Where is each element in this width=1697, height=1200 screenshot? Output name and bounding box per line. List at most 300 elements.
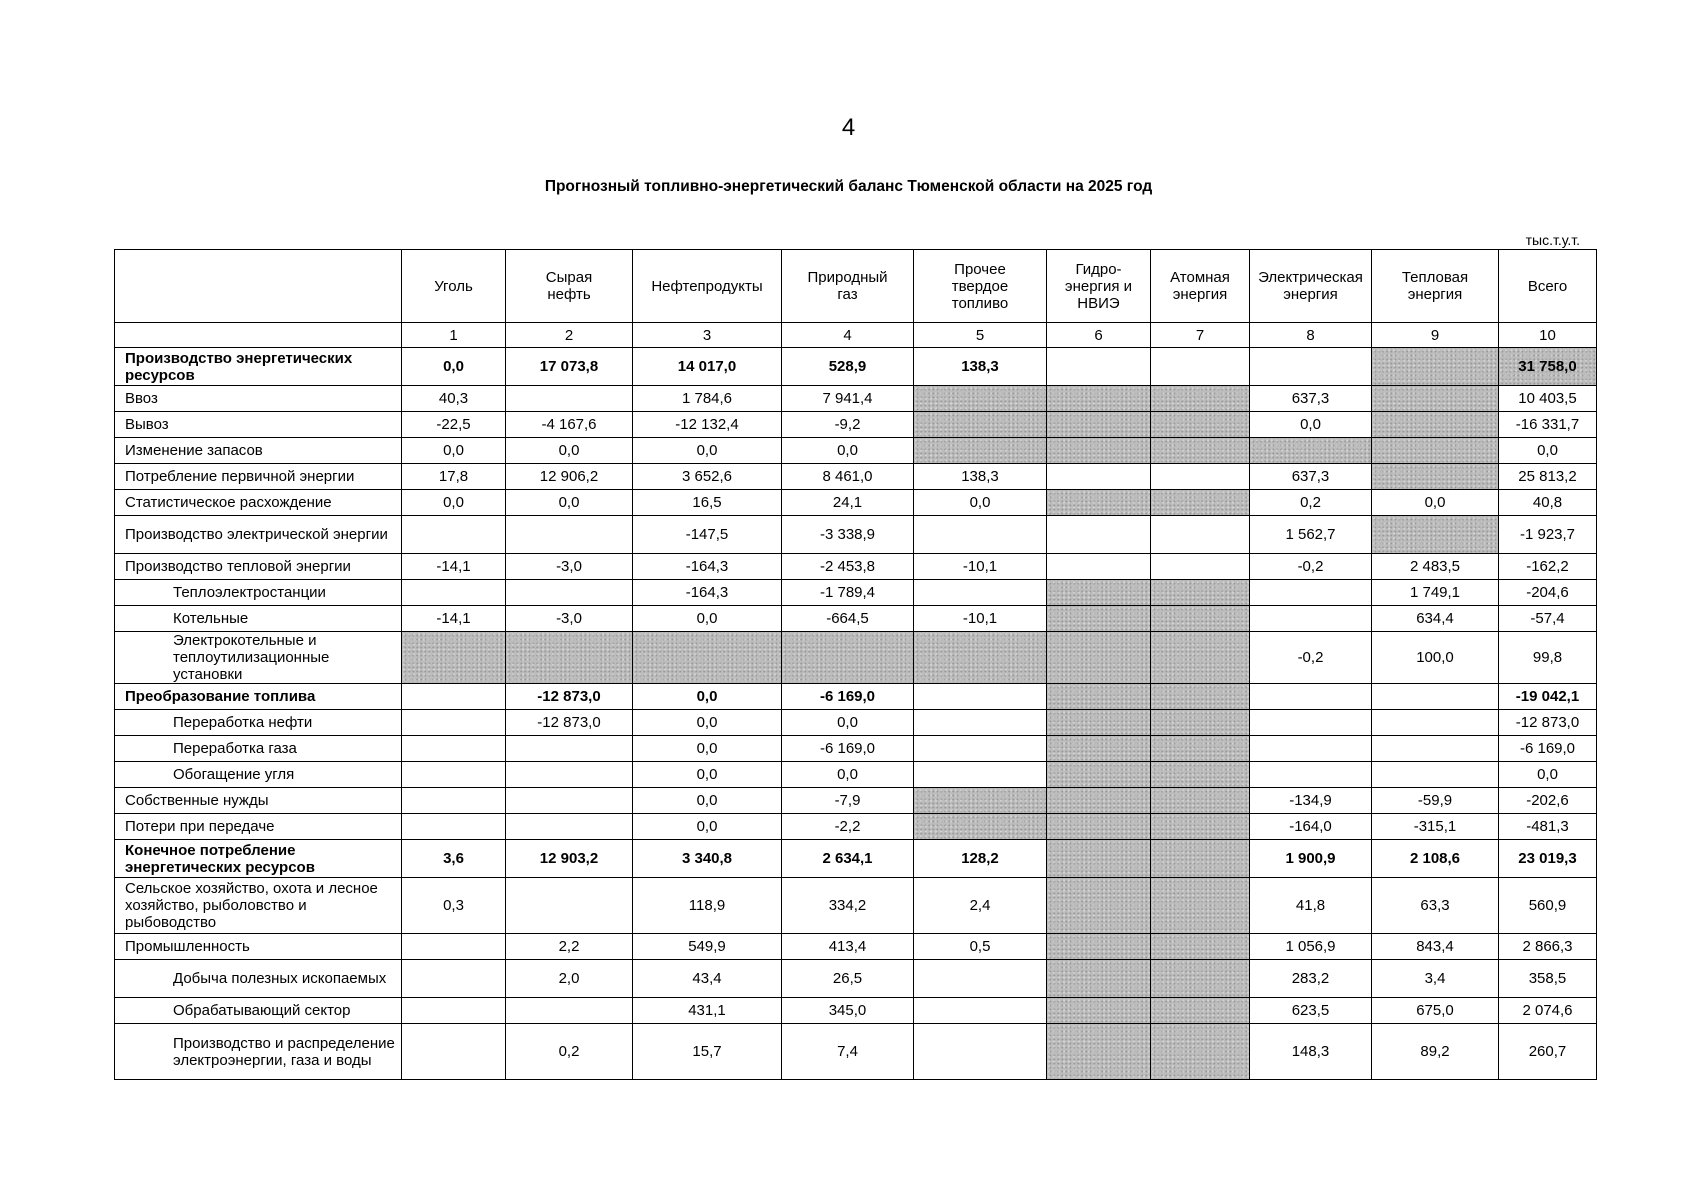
table-row: [115, 554, 1597, 580]
value-cell: [402, 762, 506, 788]
shaded-cell: [1151, 490, 1250, 516]
value-cell: 23 019,3: [1499, 840, 1597, 878]
value-cell: -664,5: [782, 606, 914, 632]
value-cell: 0,0: [633, 814, 782, 840]
value-cell: 358,5: [1499, 960, 1597, 998]
value-cell: 1 749,1: [1372, 580, 1499, 606]
shaded-cell: [1151, 788, 1250, 814]
shaded-cell: [1151, 1024, 1250, 1080]
value-cell: -134,9: [1250, 788, 1372, 814]
value-cell: 89,2: [1372, 1024, 1499, 1080]
value-cell: -4 167,6: [506, 412, 633, 438]
value-cell: 0,0: [633, 710, 782, 736]
value-cell: [402, 998, 506, 1024]
shaded-cell: [1372, 516, 1499, 554]
value-cell: 260,7: [1499, 1024, 1597, 1080]
value-cell: 2 866,3: [1499, 934, 1597, 960]
value-cell: [914, 998, 1047, 1024]
shaded-cell: [914, 788, 1047, 814]
value-cell: -6 169,0: [1499, 736, 1597, 762]
value-cell: 15,7: [633, 1024, 782, 1080]
value-cell: [914, 736, 1047, 762]
shaded-cell: [914, 814, 1047, 840]
value-cell: [1047, 348, 1151, 386]
shaded-cell: [1372, 438, 1499, 464]
value-cell: 431,1: [633, 998, 782, 1024]
column-number: 6: [1047, 323, 1151, 348]
value-cell: -3 338,9: [782, 516, 914, 554]
value-cell: 0,5: [914, 934, 1047, 960]
value-cell: -12 873,0: [506, 710, 633, 736]
header-cell: [914, 250, 1047, 323]
shaded-cell: [1047, 1024, 1151, 1080]
value-cell: 138,3: [914, 348, 1047, 386]
value-cell: [1151, 464, 1250, 490]
value-cell: -164,0: [1250, 814, 1372, 840]
value-cell: -162,2: [1499, 554, 1597, 580]
header-cell: [1372, 250, 1499, 323]
value-cell: [914, 762, 1047, 788]
value-cell: 41,8: [1250, 878, 1372, 934]
shaded-cell: [1047, 934, 1151, 960]
value-cell: [506, 736, 633, 762]
value-cell: 0,0: [633, 438, 782, 464]
value-cell: [402, 934, 506, 960]
value-cell: -1 789,4: [782, 580, 914, 606]
value-cell: 0,0: [633, 606, 782, 632]
value-cell: 3 340,8: [633, 840, 782, 878]
row-label: Производство тепловой энергии: [115, 554, 402, 580]
value-cell: 0,0: [633, 788, 782, 814]
table-row: [115, 412, 1597, 438]
value-cell: [1372, 684, 1499, 710]
value-cell: [402, 960, 506, 998]
row-label: Переработка газа: [115, 736, 402, 762]
value-cell: 2,0: [506, 960, 633, 998]
table-row: [115, 878, 1597, 934]
value-cell: 8 461,0: [782, 464, 914, 490]
shaded-cell: [1151, 878, 1250, 934]
table-row: [115, 632, 1597, 684]
shaded-cell: [1047, 960, 1151, 998]
shaded-cell: [1047, 998, 1151, 1024]
value-cell: 43,4: [633, 960, 782, 998]
value-cell: [1372, 762, 1499, 788]
column-number: 10: [1499, 323, 1597, 348]
value-cell: -6 169,0: [782, 736, 914, 762]
units-label: тыс.т.у.т.: [1525, 232, 1580, 248]
value-cell: 118,9: [633, 878, 782, 934]
header-cell: Нефтепродукты: [633, 250, 782, 323]
header-cell: [506, 250, 633, 323]
shaded-cell: [1151, 960, 1250, 998]
row-label: Производство электрической энергии: [115, 516, 402, 554]
value-cell: -14,1: [402, 554, 506, 580]
shaded-cell: [914, 412, 1047, 438]
row-label: Обогащение угля: [115, 762, 402, 788]
row-label: Потребление первичной энергии: [115, 464, 402, 490]
shaded-cell: [1151, 934, 1250, 960]
page-number: 4: [841, 114, 856, 141]
value-cell: -59,9: [1372, 788, 1499, 814]
table-row: [115, 386, 1597, 412]
shaded-cell: [1151, 840, 1250, 878]
value-cell: [402, 710, 506, 736]
table-row: [115, 348, 1597, 386]
value-cell: 63,3: [1372, 878, 1499, 934]
value-cell: 14 017,0: [633, 348, 782, 386]
row-label: Электрокотельные и теплоутилизационные установки: [115, 632, 402, 684]
shaded-cell: [1047, 412, 1151, 438]
value-cell: [506, 386, 633, 412]
shaded-cell: [1372, 348, 1499, 386]
value-cell: 0,0: [633, 762, 782, 788]
shaded-cell: [1047, 606, 1151, 632]
value-cell: [402, 736, 506, 762]
header-text: Сырая нефть: [545, 269, 593, 303]
value-cell: [506, 998, 633, 1024]
value-cell: [1047, 464, 1151, 490]
value-cell: 138,3: [914, 464, 1047, 490]
header-row: [115, 250, 1597, 323]
value-cell: [506, 580, 633, 606]
value-cell: [402, 788, 506, 814]
value-cell: [506, 762, 633, 788]
value-cell: 26,5: [782, 960, 914, 998]
table-row: [115, 998, 1597, 1024]
value-cell: [1372, 736, 1499, 762]
value-cell: [402, 1024, 506, 1080]
value-cell: -12 873,0: [1499, 710, 1597, 736]
shaded-cell: 31 758,0: [1499, 348, 1597, 386]
table-row: [115, 814, 1597, 840]
shaded-cell: [1151, 762, 1250, 788]
shaded-cell: [506, 632, 633, 684]
shaded-cell: [1151, 580, 1250, 606]
shaded-cell: [1250, 438, 1372, 464]
column-number: 1: [402, 323, 506, 348]
shaded-cell: [914, 438, 1047, 464]
shaded-cell: [1151, 998, 1250, 1024]
shaded-cell: [1047, 762, 1151, 788]
value-cell: 0,0: [914, 490, 1047, 516]
value-cell: [1250, 762, 1372, 788]
value-cell: -164,3: [633, 580, 782, 606]
shaded-cell: [1151, 606, 1250, 632]
row-label: Ввоз: [115, 386, 402, 412]
shaded-cell: [1047, 632, 1151, 684]
value-cell: 3,4: [1372, 960, 1499, 998]
table-row: [115, 934, 1597, 960]
value-cell: [1250, 710, 1372, 736]
value-cell: 634,4: [1372, 606, 1499, 632]
row-label: Преобразование топлива: [115, 684, 402, 710]
column-number: 7: [1151, 323, 1250, 348]
shaded-cell: [1047, 684, 1151, 710]
shaded-cell: [1047, 814, 1151, 840]
row-label: Добыча полезных ископаемых: [115, 960, 402, 998]
column-number: 5: [914, 323, 1047, 348]
value-cell: 0,2: [506, 1024, 633, 1080]
value-cell: 1 900,9: [1250, 840, 1372, 878]
value-cell: 0,2: [1250, 490, 1372, 516]
value-cell: 10 403,5: [1499, 386, 1597, 412]
value-cell: -57,4: [1499, 606, 1597, 632]
value-cell: 413,4: [782, 934, 914, 960]
value-cell: -16 331,7: [1499, 412, 1597, 438]
column-number-corner: [115, 323, 402, 348]
value-cell: 148,3: [1250, 1024, 1372, 1080]
header-text: Гидро-энергия и НВИЭ: [1064, 260, 1133, 312]
value-cell: 1 056,9: [1250, 934, 1372, 960]
table-row: [115, 960, 1597, 998]
value-cell: -3,0: [506, 606, 633, 632]
energy-balance-table: [114, 249, 1597, 1080]
table-row: [115, 788, 1597, 814]
column-number: 3: [633, 323, 782, 348]
value-cell: 128,2: [914, 840, 1047, 878]
value-cell: [914, 1024, 1047, 1080]
value-cell: -315,1: [1372, 814, 1499, 840]
header-text: Тепловая энергия: [1401, 269, 1469, 303]
value-cell: -204,6: [1499, 580, 1597, 606]
value-cell: 0,0: [506, 438, 633, 464]
shaded-cell: [1151, 412, 1250, 438]
header-cell: Всего: [1499, 250, 1597, 323]
value-cell: -2 453,8: [782, 554, 914, 580]
row-label: Котельные: [115, 606, 402, 632]
value-cell: [1151, 554, 1250, 580]
value-cell: [1250, 736, 1372, 762]
shaded-cell: [1151, 386, 1250, 412]
shaded-cell: [1372, 412, 1499, 438]
table-row: [115, 606, 1597, 632]
value-cell: [506, 878, 633, 934]
value-cell: [1151, 516, 1250, 554]
value-cell: -147,5: [633, 516, 782, 554]
value-cell: 0,0: [402, 348, 506, 386]
shaded-cell: [1151, 438, 1250, 464]
value-cell: 7 941,4: [782, 386, 914, 412]
value-cell: 0,0: [1499, 438, 1597, 464]
header-cell: [782, 250, 914, 323]
shaded-cell: [1372, 464, 1499, 490]
row-label: Производство энергетических ресурсов: [115, 348, 402, 386]
value-cell: [1250, 684, 1372, 710]
value-cell: 0,0: [782, 710, 914, 736]
table-row: [115, 438, 1597, 464]
header-corner: [115, 250, 402, 323]
shaded-cell: [402, 632, 506, 684]
value-cell: -3,0: [506, 554, 633, 580]
shaded-cell: [1047, 438, 1151, 464]
row-label: Конечное потребление энергетических ресурсов: [115, 840, 402, 878]
value-cell: [1372, 710, 1499, 736]
value-cell: -22,5: [402, 412, 506, 438]
shaded-cell: [1151, 736, 1250, 762]
shaded-cell: [1047, 736, 1151, 762]
value-cell: 2,4: [914, 878, 1047, 934]
value-cell: 12 903,2: [506, 840, 633, 878]
value-cell: 3,6: [402, 840, 506, 878]
value-cell: 0,0: [1372, 490, 1499, 516]
column-number-row: [115, 323, 1597, 348]
value-cell: 675,0: [1372, 998, 1499, 1024]
value-cell: 0,0: [1250, 412, 1372, 438]
value-cell: [914, 960, 1047, 998]
value-cell: -10,1: [914, 606, 1047, 632]
row-label: Изменение запасов: [115, 438, 402, 464]
value-cell: 2 074,6: [1499, 998, 1597, 1024]
value-cell: 2 483,5: [1372, 554, 1499, 580]
value-cell: 549,9: [633, 934, 782, 960]
shaded-cell: [1151, 814, 1250, 840]
column-number: 2: [506, 323, 633, 348]
value-cell: -202,6: [1499, 788, 1597, 814]
value-cell: -2,2: [782, 814, 914, 840]
table-row: [115, 736, 1597, 762]
value-cell: -14,1: [402, 606, 506, 632]
value-cell: 0,0: [506, 490, 633, 516]
table-row: [115, 580, 1597, 606]
value-cell: [914, 710, 1047, 736]
value-cell: -1 923,7: [1499, 516, 1597, 554]
value-cell: [1250, 580, 1372, 606]
value-cell: 0,0: [782, 762, 914, 788]
shaded-cell: [1151, 684, 1250, 710]
value-cell: 0,0: [782, 438, 914, 464]
value-cell: 2 634,1: [782, 840, 914, 878]
row-label: Теплоэлектростанции: [115, 580, 402, 606]
value-cell: [506, 516, 633, 554]
value-cell: [914, 516, 1047, 554]
row-label: Собственные нужды: [115, 788, 402, 814]
value-cell: 1 562,7: [1250, 516, 1372, 554]
shaded-cell: [1372, 386, 1499, 412]
value-cell: [402, 814, 506, 840]
value-cell: 24,1: [782, 490, 914, 516]
value-cell: 100,0: [1372, 632, 1499, 684]
value-cell: -164,3: [633, 554, 782, 580]
value-cell: 40,3: [402, 386, 506, 412]
header-cell: [1047, 250, 1151, 323]
shaded-cell: [1047, 840, 1151, 878]
value-cell: 1 784,6: [633, 386, 782, 412]
table-row: [115, 684, 1597, 710]
value-cell: 16,5: [633, 490, 782, 516]
row-label: Промышленность: [115, 934, 402, 960]
value-cell: 99,8: [1499, 632, 1597, 684]
shaded-cell: [1047, 878, 1151, 934]
shaded-cell: [1047, 490, 1151, 516]
value-cell: -12 132,4: [633, 412, 782, 438]
value-cell: [402, 684, 506, 710]
value-cell: 623,5: [1250, 998, 1372, 1024]
row-label: Статистическое расхождение: [115, 490, 402, 516]
value-cell: -6 169,0: [782, 684, 914, 710]
value-cell: [506, 814, 633, 840]
shaded-cell: [1151, 710, 1250, 736]
value-cell: 528,9: [782, 348, 914, 386]
value-cell: [1250, 606, 1372, 632]
value-cell: 3 652,6: [633, 464, 782, 490]
column-number: 4: [782, 323, 914, 348]
table-row: [115, 840, 1597, 878]
header-text: Атомная энергия: [1170, 269, 1230, 303]
value-cell: -19 042,1: [1499, 684, 1597, 710]
value-cell: 25 813,2: [1499, 464, 1597, 490]
header-cell: [1250, 250, 1372, 323]
value-cell: 560,9: [1499, 878, 1597, 934]
value-cell: 0,0: [402, 490, 506, 516]
value-cell: -481,3: [1499, 814, 1597, 840]
value-cell: [402, 516, 506, 554]
value-cell: 2 108,6: [1372, 840, 1499, 878]
value-cell: [1151, 348, 1250, 386]
shaded-cell: [914, 386, 1047, 412]
header-text: Прочее твердое топливо: [951, 260, 1009, 312]
value-cell: [402, 580, 506, 606]
value-cell: -9,2: [782, 412, 914, 438]
value-cell: 0,0: [402, 438, 506, 464]
table-row: [115, 516, 1597, 554]
document-title: Прогнозный топливно-энергетический баланс Тюменской области на 2025 год: [544, 178, 1153, 195]
row-label: Сельское хозяйство, охота и лесное хозяйство, рыболовство и рыбоводство: [115, 878, 402, 934]
shaded-cell: [914, 632, 1047, 684]
value-cell: 17,8: [402, 464, 506, 490]
value-cell: 0,3: [402, 878, 506, 934]
header-text: Электрическая энергия: [1258, 269, 1363, 303]
value-cell: 843,4: [1372, 934, 1499, 960]
value-cell: 0,0: [1499, 762, 1597, 788]
value-cell: 283,2: [1250, 960, 1372, 998]
row-label: Потери при передаче: [115, 814, 402, 840]
value-cell: 637,3: [1250, 386, 1372, 412]
value-cell: -12 873,0: [506, 684, 633, 710]
shaded-cell: [1047, 710, 1151, 736]
value-cell: 12 906,2: [506, 464, 633, 490]
row-label: Производство и распределение электроэнергии, газа и воды: [115, 1024, 402, 1080]
value-cell: 334,2: [782, 878, 914, 934]
value-cell: [506, 788, 633, 814]
table-row: [115, 490, 1597, 516]
value-cell: 17 073,8: [506, 348, 633, 386]
table-row: [115, 762, 1597, 788]
value-cell: [1047, 554, 1151, 580]
table-row: [115, 1024, 1597, 1080]
value-cell: 0,0: [633, 684, 782, 710]
table-row: [115, 710, 1597, 736]
row-label: Обрабатывающий сектор: [115, 998, 402, 1024]
column-number: 9: [1372, 323, 1499, 348]
value-cell: [1250, 348, 1372, 386]
value-cell: [914, 684, 1047, 710]
value-cell: -7,9: [782, 788, 914, 814]
shaded-cell: [1047, 788, 1151, 814]
value-cell: [1047, 516, 1151, 554]
header-text: Природный газ: [807, 269, 888, 303]
value-cell: 40,8: [1499, 490, 1597, 516]
shaded-cell: [782, 632, 914, 684]
value-cell: -0,2: [1250, 632, 1372, 684]
value-cell: 637,3: [1250, 464, 1372, 490]
value-cell: [914, 580, 1047, 606]
row-label: Вывоз: [115, 412, 402, 438]
value-cell: -0,2: [1250, 554, 1372, 580]
header-cell: [1151, 250, 1250, 323]
row-label: Переработка нефти: [115, 710, 402, 736]
value-cell: 345,0: [782, 998, 914, 1024]
